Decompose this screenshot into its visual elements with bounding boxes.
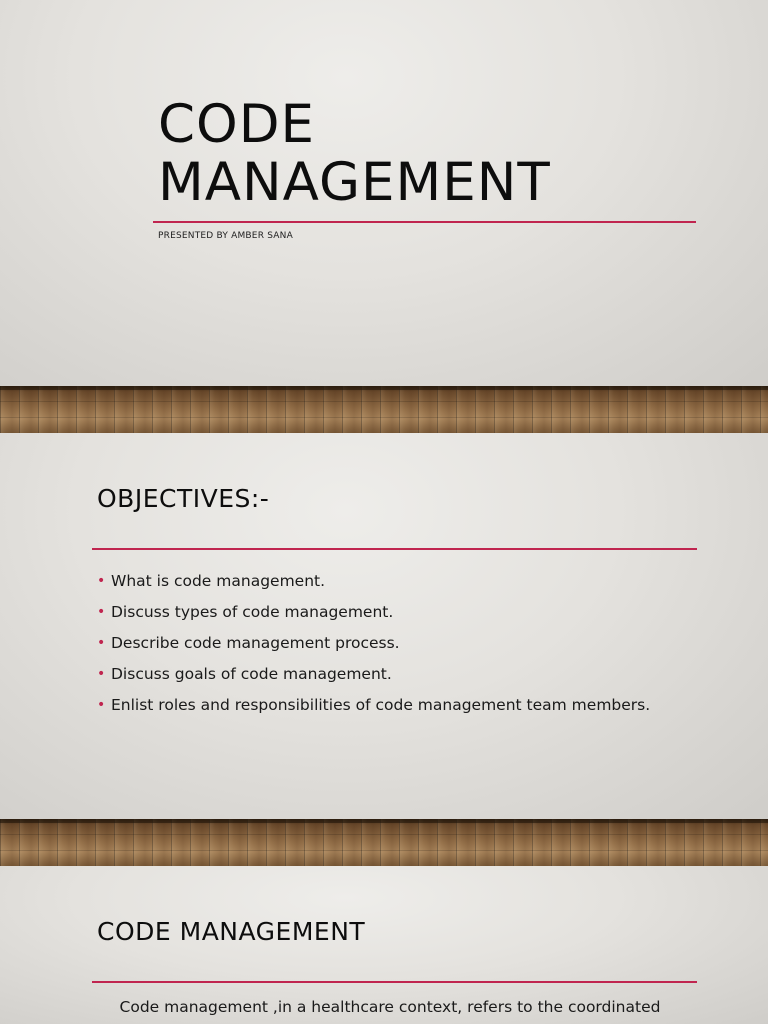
code-management-divider xyxy=(92,981,697,983)
list-item: • Discuss goals of code management. xyxy=(97,659,650,690)
list-item: • Discuss types of code management. xyxy=(97,597,650,628)
objectives-list xyxy=(97,566,650,721)
list-item: • Enlist roles and responsibilities of code management team members. xyxy=(97,690,650,721)
presentation-title xyxy=(158,96,551,212)
objectives-divider xyxy=(92,548,697,550)
code-management-heading: CODE MANAGEMENT xyxy=(97,917,366,946)
definition-paragraph: Code management ,in a healthcare context, refers to the coordinated xyxy=(119,998,661,1016)
title-line-1: CODE xyxy=(158,94,316,155)
title-divider xyxy=(153,221,696,223)
wood-floor-strip xyxy=(0,386,768,433)
slide-title xyxy=(0,0,768,386)
objectives-heading: OBJECTIVES:- xyxy=(97,484,270,513)
list-item: • Describe code management process. xyxy=(97,628,650,659)
list-item: • What is code management. xyxy=(97,566,650,597)
presenter-subtitle: PRESENTED BY AMBER SANA xyxy=(158,231,293,241)
title-line-2: MANAGEMENT xyxy=(158,152,551,213)
wood-floor-strip xyxy=(0,819,768,866)
